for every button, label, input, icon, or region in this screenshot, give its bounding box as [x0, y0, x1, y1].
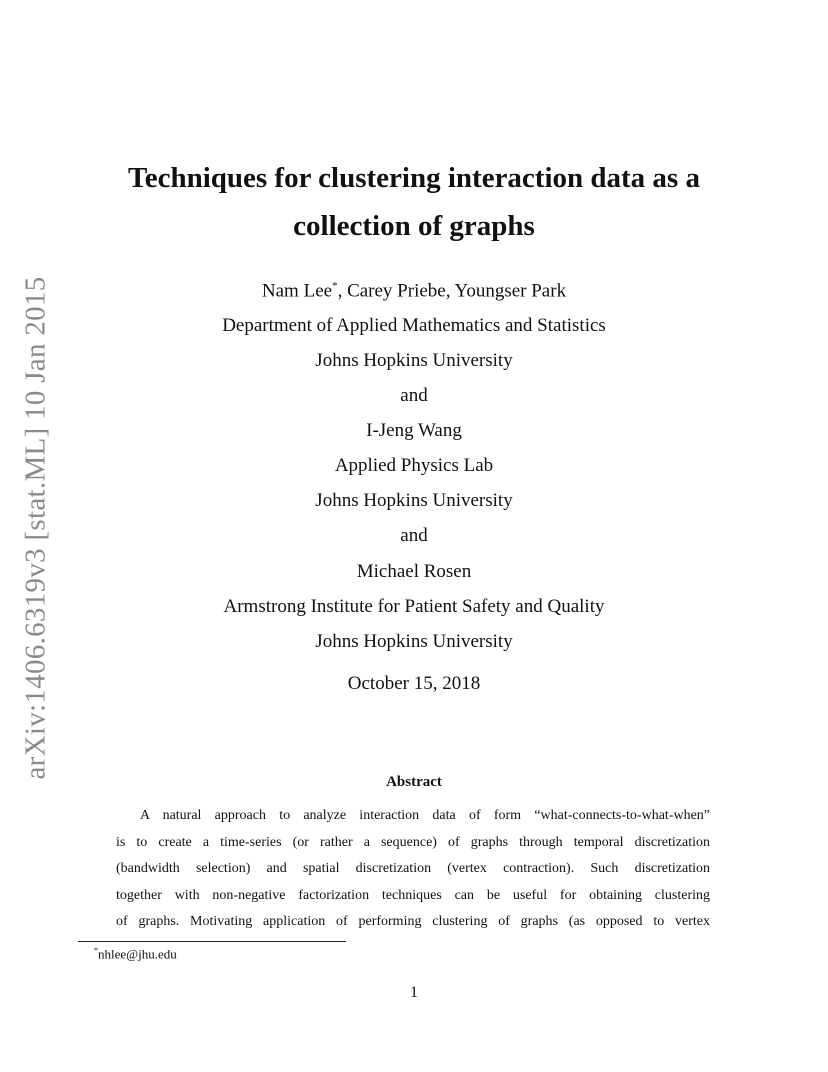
footnote-email: nhlee@jhu.edu	[98, 946, 177, 962]
footnote	[94, 946, 177, 962]
affiliation-univ-2: Johns Hopkins University	[315, 490, 513, 511]
abstract-line: is to create a time-series (or rather a sequence) of graphs through temporal discretization	[116, 835, 710, 850]
paper-title-line-2: collection of graphs	[293, 210, 535, 242]
and-separator-1: and	[400, 385, 428, 406]
abstract-line: A natural approach to analyze interaction data of form “what-connects-to-what-when”	[140, 808, 710, 823]
paper-date: October 15, 2018	[347, 673, 481, 694]
author-name-nam-lee: Nam Lee	[261, 280, 333, 302]
abstract-line: (bandwidth selection) and spatial discretization (vertex contraction). Such discretization	[116, 861, 710, 876]
author-names-rest: , Carey Priebe, Youngser Park	[337, 280, 567, 302]
affiliation-univ-3: Johns Hopkins University	[315, 631, 513, 652]
author-line-2: I-Jeng Wang	[366, 420, 462, 441]
footnote-divider	[78, 941, 346, 942]
author-line-1	[0, 280, 828, 302]
footnote-marker: *	[332, 280, 338, 292]
affiliation-dept-1: Department of Applied Mathematics and Statistics	[222, 315, 606, 336]
affiliation-dept-2: Applied Physics Lab	[334, 455, 494, 476]
abstract-line: of graphs. Motivating application of performing clustering of graphs (as opposed to vertex	[116, 914, 710, 929]
page-number: 1	[410, 984, 418, 1001]
author-line-3: Michael Rosen	[356, 561, 472, 582]
footnote-mark: *	[94, 946, 98, 955]
arxiv-identifier-stamp: arXiv:1406.6319v3 [stat.ML] 10 Jan 2015	[19, 276, 52, 780]
affiliation-dept-3: Armstrong Institute for Patient Safety and Quality	[223, 596, 605, 617]
abstract-line: together with non-negative factorization techniques can be useful for obtaining clustering	[116, 888, 710, 903]
abstract-heading: Abstract	[386, 774, 442, 790]
paper-title-line-1: Techniques for clustering interaction data as a	[128, 162, 700, 194]
affiliation-univ-1: Johns Hopkins University	[315, 350, 513, 371]
and-separator-2: and	[400, 525, 428, 546]
